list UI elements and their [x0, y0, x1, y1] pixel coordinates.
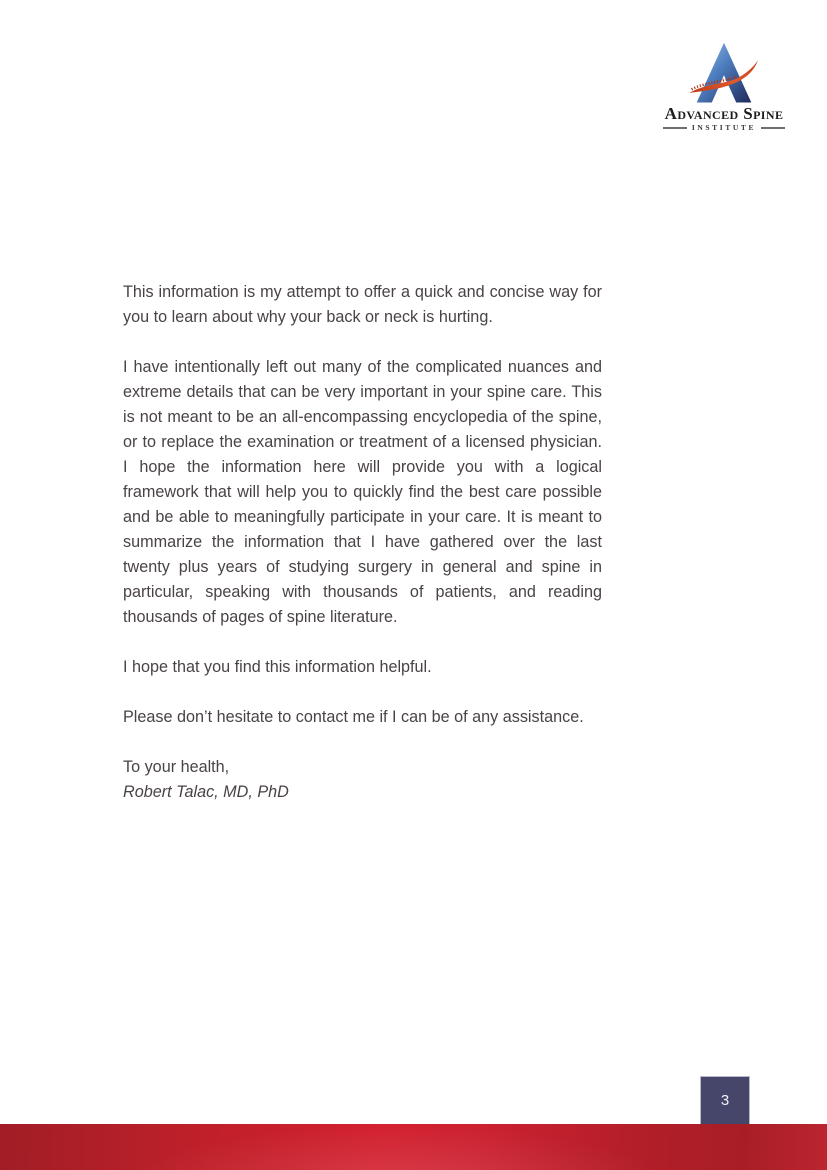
page-number-badge	[700, 1076, 750, 1124]
footer-bar	[0, 1124, 827, 1170]
logo-left-rule	[663, 127, 687, 129]
letter-closing-block	[123, 755, 602, 805]
spine-a-logo-icon	[685, 42, 763, 104]
letter-closing: To your health,	[123, 758, 230, 776]
logo-right-rule	[761, 127, 785, 129]
letter-paragraph-disclaimer: I have intentionally left out many of the complicated nuances and extreme details that can be very important in your spine care. This is not meant to be an all-encompassing encyclopedia of the spine, or to replace the examination or treatment of a licensed physician. I hope the information here will provide you with a logical framework that will help you to quickly find the best care possible and be able to meaningfully participate in your care. It is meant to summarize the information that I have gathered over the last twenty plus years of studying surgery in general and spine in particular, speaking with thousands of patients, and reading thousands of pages of spine literature.	[123, 358, 602, 626]
advanced-spine-institute-logo	[663, 42, 785, 132]
letter-paragraph-intro: This information is my attempt to offer a quick and concise way for you to learn about why your back or neck is hurting.	[123, 283, 602, 326]
letter-paragraph-contact: Please don’t hesitate to contact me if I can be of any assistance.	[123, 708, 584, 726]
logo-subtitle-row	[663, 123, 785, 132]
page-number: 3	[720, 1092, 730, 1109]
letter-paragraph-helpful: I hope that you find this information helpful.	[123, 658, 432, 676]
letter-body	[123, 280, 602, 805]
logo-subtitle: INSTITUTE	[691, 123, 757, 132]
logo-title: Advanced Spine	[664, 104, 784, 123]
signature: Robert Talac, MD, PhD	[123, 783, 289, 801]
